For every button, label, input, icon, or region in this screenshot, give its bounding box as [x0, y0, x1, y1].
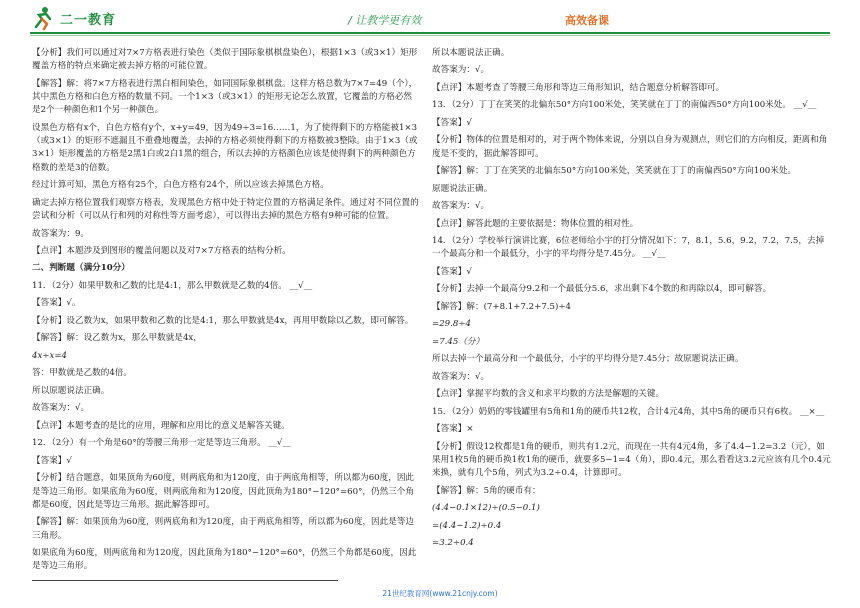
header-slogan: / 让教学更有效: [348, 14, 422, 27]
right-column-paragraph: 【解答】解：5角的硬币有：: [432, 485, 541, 496]
left-column-paragraph: 【分析】结合题意，如果顶角为60度，则两底角和为120度，由于两底角相等，所以都为60度，因此是等边三角形。如果底角为60度，则两底角和为120度，因此顶角为180°−120°=60°，仍然三个角都是60度，因此是等边三角形。据此解答即可。: [32, 473, 415, 510]
left-column-paragraph: 【解答】解：如果顶角为60度，则两底角和为120度，由于两底角相等，所以都为60度，因此是等边三角形。: [32, 517, 415, 541]
right-column-paragraph: =29.8÷4: [432, 319, 472, 330]
header-tagline: 高效备课: [565, 14, 609, 27]
left-column-paragraph: 11．（2分）如果甲数和乙数的比是4:1，那么甲数就是乙数的4倍。 __√__: [32, 280, 313, 291]
left-column-paragraph: 二、判断题（满分10分）: [32, 263, 130, 274]
page-footer[interactable]: 21世纪教育网(www.21cnjy.com): [382, 589, 498, 598]
right-column-paragraph: (4.4−0.1×12)÷(0.5−0.1): [432, 503, 540, 514]
right-column-paragraph: 所以本题说法正确。: [432, 48, 510, 58]
right-column-paragraph: 【点评】解答此题的主要依据是：物体位置的相对性。: [432, 218, 639, 229]
right-column-paragraph: 【解答】解：(7+8.1+7.2+7.5)÷4: [432, 301, 572, 312]
left-column-paragraph: 如果底角为60度，则两底角和为120度，因此顶角为180°−120°=60°，仍然三个角都是60度，因此是等边三角形。: [32, 548, 417, 572]
right-column-paragraph: 13．（2分）丁丁在笑笑的北偏东50°方向100米处，笑笑就在丁丁的南偏西50°方向100米处。 __√__: [432, 100, 817, 111]
logo: [30, 4, 116, 32]
right-column-paragraph: =3.2÷0.4: [432, 538, 474, 549]
left-column-paragraph: 【解答】解：设乙数为x，那么甲数就是4x，: [32, 333, 202, 344]
footnote-rule: [32, 580, 338, 581]
left-column: [32, 47, 420, 578]
left-column-paragraph: 答：甲数就是乙数的4倍。: [32, 368, 132, 379]
right-column-paragraph: 14．（2分）学校举行演讲比赛，6位老师给小宇的打分情况如下：7，8.1，5.6，9.2，7.2，7.5，去掉一个最高分和一个最低分，小宇的平均得分是7.45分。 __√__: [432, 236, 825, 260]
right-column-paragraph: 【答案】√: [432, 117, 472, 128]
right-column-paragraph: 故答案为：√。: [432, 201, 490, 212]
page-header: [0, 0, 860, 38]
left-column-paragraph: 确定去掉方格位置我们观察方格表，发现黑色方格中处于特定位置的方格满足条件。通过对不同位置的尝试和分析（可以从行和列的对称性等方面考虑），可以得出去掉的黑色方格有9种可能的位置。: [32, 197, 419, 222]
left-column-paragraph: 故答案为：√。: [32, 403, 90, 414]
right-column-paragraph: 【解答】解：丁丁在笑笑的北偏东50°方向100米处，笑笑就在丁丁的南偏西50°方向100米处。: [432, 166, 797, 177]
header-divider-thin: [30, 35, 830, 36]
right-column-paragraph: =7.45（分）: [432, 336, 485, 347]
right-column-paragraph: 【点评】本题考查了等腰三角形和等边三角形知识，结合题意分析解答即可。: [432, 82, 725, 93]
runner-logo-icon: [30, 5, 56, 31]
left-column-paragraph: 【答案】√。: [32, 298, 81, 309]
left-column-paragraph: 设黑色方格有x个，白色方格有y个，x+y=49，因为49÷3=16……1，为了使得剩下的方格能被1×3（或3×1）的矩形不遮漏且不重叠地覆盖，去掉的方格必须使得剩下的方格数被3整除。由于1×3（或3×1）矩形覆盖的方格是2黑1白或2白1黑的组合，所以去掉的方格颜色应该是使得剩下的两种颜色方格数的差是3的倍数。: [32, 122, 418, 173]
right-column-paragraph: 【分析】假设12枚都是1角的硬币，则共有1.2元，而现在一共有4元4角，多了4.4−1.2=3.2（元），如果用1枚5角的硬币换1枚1角的硬币，就要多5−1=4（角），即0.4元，那么看看这3.2元应该有几个0.4元来换，就有几个5角，列式为3.2÷0.4，计算即可。: [432, 441, 831, 479]
left-column-paragraph: 【解答】解：将7×7方格表进行黑白相间染色，如同国际象棋棋盘。这样方格总数为7×7=49（个），其中黑色方格和白色方格的数量不同。一个1×3（或3×1）的矩形无论怎么放置，它覆盖的方格必然是2个一种颜色和1个另一种颜色。: [32, 78, 418, 116]
right-column-paragraph: 所以去掉一个最高分和一个最低分，小宇的平均得分是7.45分；故原题说法正确。: [432, 354, 744, 365]
right-column-paragraph: 【点评】掌握平均数的含义和求平均数的方法是解题的关键。: [432, 389, 665, 400]
left-column-paragraph: 【分析】我们可以通过对7×7方格表进行染色（类似于国际象棋棋盘染色），根据1×3（或3×1）矩形覆盖方格的特点来确定被去掉方格的可能位置。: [32, 48, 418, 72]
right-column-paragraph: 原题说法正确。: [432, 183, 493, 194]
left-column-paragraph: 故答案为：9。: [32, 228, 90, 239]
left-column-paragraph: 【分析】设乙数为x，如果甲数和乙数的比是4:1，那么甲数就是4x，再用甲数除以乙数，即可解答。: [32, 315, 414, 326]
header-divider: [30, 32, 830, 34]
right-column-paragraph: 故答案为：√。: [432, 65, 490, 76]
left-column-paragraph: 【答案】√: [32, 455, 72, 466]
left-column-paragraph: 12．（2分）有一个角是60°的等腰三角形一定是等边三角形。 __√__: [32, 438, 291, 449]
right-column: [432, 47, 832, 555]
logo-text: 二一教育: [60, 12, 117, 28]
right-column-paragraph: =(4.4−1.2)÷0.4: [432, 520, 502, 531]
right-column-paragraph: 15．（2分）奶奶的零钱罐里有5角和1角的硬币共12枚，合计4元4角，其中5角的硬币只有6枚。 __×__: [432, 406, 825, 417]
left-column-paragraph: 4x÷x=4: [32, 350, 68, 361]
right-column-paragraph: 【答案】√: [432, 266, 472, 277]
left-column-paragraph: 【点评】本题考查的是比的应用，理解和应用比的意义是解答关键。: [32, 420, 290, 431]
left-column-paragraph: 【点评】本题涉及到图形的覆盖问题以及对7×7方格表的结构分析。: [32, 245, 291, 256]
right-column-paragraph: 故答案为：√。: [432, 371, 490, 382]
right-column-paragraph: 【分析】去掉一个最高分9.2和一个最低分5.6，求出剩下4个数的和再除以4，即可解答。: [432, 284, 772, 295]
left-column-paragraph: 经过计算可知，黑色方格有25个，白色方格有24个，所以应该去掉黑色方格。: [32, 180, 329, 191]
left-column-paragraph: 所以原题说法正确。: [32, 385, 110, 396]
right-column-paragraph: 【分析】物体的位置是相对的，对于两个物体来说，分别以自身为观测点，则它们的方向相反，距离和角度是不变的，据此解答即可。: [432, 135, 828, 159]
right-column-paragraph: 【答案】×: [432, 424, 474, 435]
